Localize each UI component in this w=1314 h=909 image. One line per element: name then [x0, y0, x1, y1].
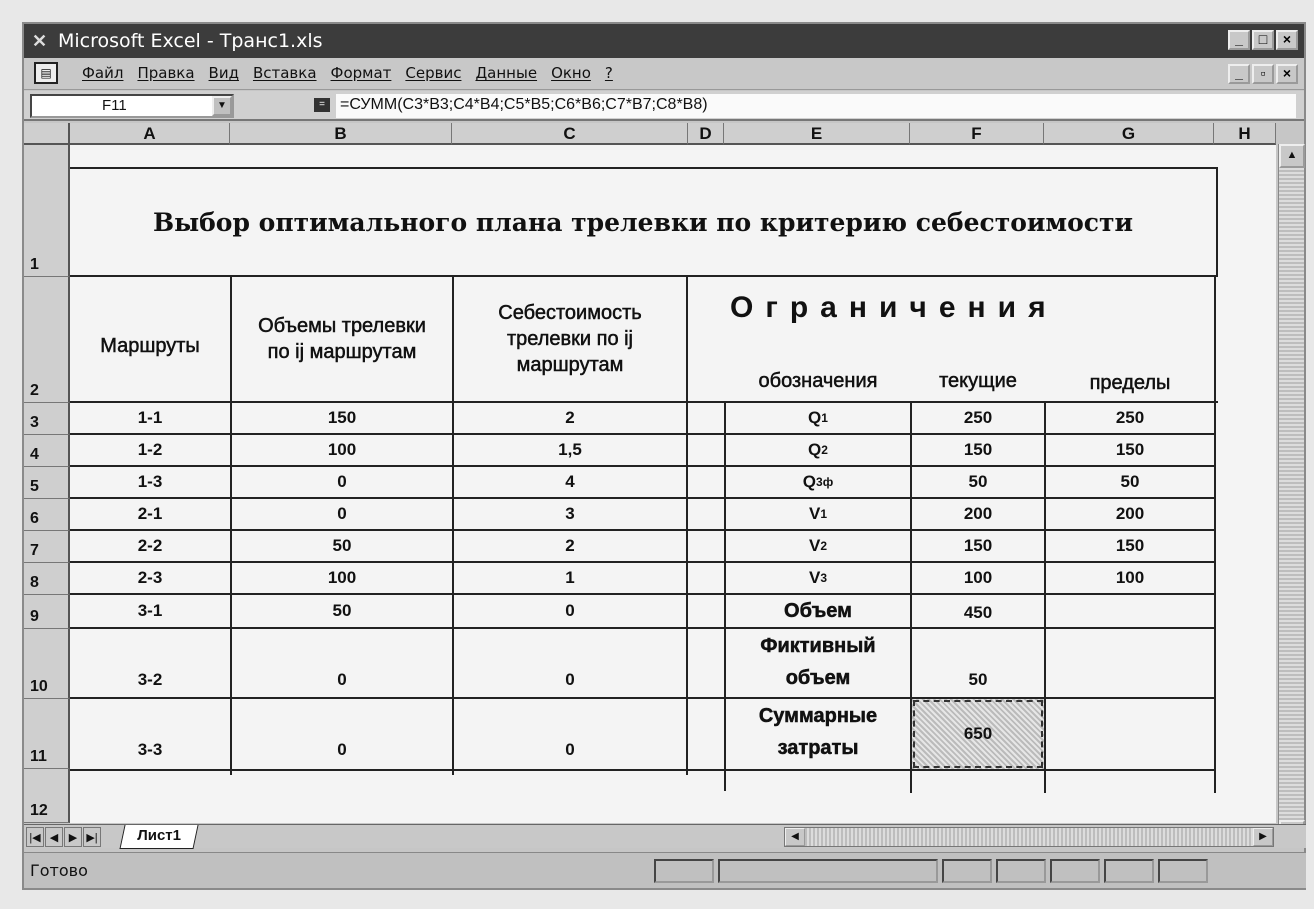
status-text: Готово	[30, 861, 88, 880]
constraint-limit[interactable]: 50	[1120, 472, 1140, 491]
constraint-limit[interactable]: 200	[1115, 504, 1145, 523]
constraint-current[interactable]: 150	[963, 536, 993, 555]
cost-cell[interactable]: 2	[565, 408, 575, 427]
scroll-right-icon[interactable]: ▶	[1253, 828, 1273, 846]
row-header-10[interactable]: 10	[24, 629, 70, 699]
constraint-symbol: V	[808, 536, 821, 555]
row-header-6[interactable]: 6	[24, 499, 70, 531]
route-cell[interactable]: 3-1	[137, 601, 163, 620]
cost-cell[interactable]: 0	[565, 601, 575, 620]
window-title: Microsoft Excel - Транс1.xls	[58, 30, 323, 52]
volume-cell[interactable]: 50	[332, 536, 352, 555]
route-cell[interactable]: 3-3	[137, 740, 163, 759]
total-cost-cell-selected[interactable]: 650	[912, 699, 1044, 769]
constraint-limit[interactable]: 100	[1115, 568, 1145, 587]
row-header-9[interactable]: 9	[24, 595, 70, 629]
constraint-name[interactable]	[726, 499, 910, 529]
row-header-1[interactable]: 1	[24, 145, 70, 277]
constraint-current[interactable]: 150	[963, 440, 993, 459]
row-header-7[interactable]: 7	[24, 531, 70, 563]
title-bar	[24, 24, 1304, 58]
header-designation[interactable]: обозначения	[758, 370, 878, 392]
status-panel	[718, 859, 938, 883]
worksheet-grid[interactable]	[24, 123, 1276, 823]
column-header-c[interactable]: C	[452, 123, 688, 145]
last-sheet-icon[interactable]: ▶|	[83, 827, 101, 847]
status-panel	[942, 859, 992, 883]
constraint-symbol: V	[808, 568, 821, 587]
header-limits[interactable]: пределы	[1089, 372, 1171, 394]
menu-items	[82, 64, 613, 82]
name-box-dropdown-icon[interactable]: ▼	[212, 96, 232, 116]
document-icon[interactable]: ▤	[34, 62, 58, 84]
header-routes[interactable]: Маршруты	[100, 335, 200, 357]
menu-bar	[24, 58, 1304, 90]
menu-window[interactable]: Окно	[551, 64, 591, 82]
select-all-corner[interactable]	[24, 123, 70, 145]
route-cell[interactable]: 1-2	[137, 440, 163, 459]
status-panel	[1050, 859, 1100, 883]
menu-view[interactable]: Вид	[208, 64, 239, 82]
volume-cell[interactable]: 0	[337, 740, 347, 759]
fictive-label-line2[interactable]: объем	[785, 667, 851, 689]
border-line	[70, 627, 1216, 629]
row-header-8[interactable]: 8	[24, 563, 70, 595]
route-cell[interactable]: 3-2	[137, 670, 163, 689]
menu-data[interactable]: Данные	[475, 64, 538, 82]
sheet-title[interactable]: Выбор оптимального плана трелевки по критерию себестоимости	[152, 207, 1134, 237]
route-cell[interactable]: 2-3	[137, 568, 163, 587]
edit-formula-button[interactable]: =	[314, 98, 330, 112]
column-header-h[interactable]: H	[1214, 123, 1276, 145]
excel-window	[22, 22, 1306, 890]
column-header-g[interactable]: G	[1044, 123, 1214, 145]
constraint-current[interactable]: 200	[963, 504, 993, 523]
cost-cell[interactable]: 0	[565, 740, 575, 759]
cost-cell[interactable]: 0	[565, 670, 575, 689]
constraint-limit[interactable]: 250	[1115, 408, 1145, 427]
prev-sheet-icon[interactable]: ◀	[45, 827, 63, 847]
menu-format[interactable]: Формат	[330, 64, 392, 82]
constraint-symbol: Q	[802, 472, 817, 491]
status-panel	[996, 859, 1046, 883]
status-bar	[24, 852, 1306, 888]
volume-value[interactable]: 450	[963, 603, 993, 622]
volume-cell[interactable]: 0	[337, 504, 347, 523]
status-panel	[654, 859, 714, 883]
scroll-up-icon[interactable]: ▲	[1279, 144, 1305, 168]
constraint-symbol: Q	[808, 408, 822, 427]
vertical-scrollbar[interactable]	[1278, 144, 1304, 844]
border-line	[686, 275, 688, 775]
doc-minimize-button[interactable]: _	[1228, 64, 1250, 84]
constraint-subscript: 3ф	[816, 475, 834, 489]
cost-cell[interactable]: 1	[565, 568, 575, 587]
constraint-name[interactable]	[726, 403, 910, 433]
fictive-label-line1[interactable]: Фиктивный	[760, 635, 876, 657]
scroll-left-icon[interactable]: ◀	[785, 828, 805, 846]
volume-cell[interactable]: 100	[327, 440, 357, 459]
column-header-b[interactable]: B	[230, 123, 452, 145]
cost-cell[interactable]: 4	[565, 472, 575, 491]
menu-insert[interactable]: Вставка	[252, 64, 317, 82]
constraint-subscript: 3	[820, 571, 828, 585]
doc-restore-button[interactable]: ▫	[1252, 64, 1274, 84]
cost-cell[interactable]: 3	[565, 504, 575, 523]
cost-cell[interactable]: 2	[565, 536, 575, 555]
formula-bar	[24, 91, 1304, 121]
row-header-3[interactable]: 3	[24, 403, 70, 435]
row-header-11[interactable]: 11	[24, 699, 70, 769]
minimize-button[interactable]: _	[1228, 30, 1250, 50]
maximize-button[interactable]: □	[1252, 30, 1274, 50]
next-sheet-icon[interactable]: ▶	[64, 827, 82, 847]
document-controls	[1228, 64, 1298, 84]
constraint-limit[interactable]: 150	[1115, 440, 1145, 459]
route-cell[interactable]: 2-1	[137, 504, 163, 523]
window-controls	[1228, 30, 1298, 50]
volume-label[interactable]: Объем	[784, 600, 852, 622]
volume-cell[interactable]: 100	[327, 568, 357, 587]
constraint-name[interactable]	[726, 435, 910, 465]
constraint-subscript: 2	[821, 443, 828, 457]
sheet-tabs-bar	[24, 824, 1306, 848]
formula-input[interactable]: =СУММ(C3*B3;C4*B4;C5*B5;C6*B6;C7*B7;C8*B8)	[336, 94, 1296, 118]
volume-cell[interactable]: 50	[332, 601, 352, 620]
header-cost[interactable]: Себестоимость трелевки по ij маршрутам	[498, 302, 642, 376]
route-cell[interactable]: 2-2	[137, 536, 163, 555]
close-button[interactable]: ×	[1276, 30, 1298, 50]
total-label-line1[interactable]: Суммарные	[758, 705, 878, 727]
constraint-current[interactable]: 250	[963, 408, 993, 427]
constraint-subscript: 1	[820, 507, 828, 521]
name-box[interactable]: F11	[30, 94, 234, 118]
status-panel	[1104, 859, 1154, 883]
tab-sheet1-label: Лист1	[137, 827, 181, 844]
column-header-e[interactable]: E	[724, 123, 910, 145]
border-line	[70, 697, 1216, 699]
constraint-current[interactable]: 100	[963, 568, 993, 587]
menu-file[interactable]: Файл	[82, 64, 124, 82]
fictive-value[interactable]: 50	[968, 670, 988, 689]
menu-help[interactable]: ?	[604, 64, 613, 82]
border-line	[1216, 167, 1218, 277]
volume-cell[interactable]: 0	[337, 472, 347, 491]
constraint-limit[interactable]: 150	[1115, 536, 1145, 555]
horizontal-scrollbar[interactable]	[784, 827, 1274, 847]
constraint-current[interactable]: 50	[968, 472, 988, 491]
cost-cell[interactable]: 1,5	[558, 440, 582, 459]
menu-edit[interactable]: Правка	[137, 64, 195, 82]
first-sheet-icon[interactable]: |◀	[26, 827, 44, 847]
row-header-12[interactable]: 12	[24, 769, 70, 823]
tab-navigation	[26, 827, 101, 847]
header-current[interactable]: текущие	[939, 370, 1017, 392]
constraint-subscript: 2	[820, 539, 828, 553]
row-header-4[interactable]: 4	[24, 435, 70, 467]
tab-sheet1[interactable]	[119, 825, 198, 849]
row-header-5[interactable]: 5	[24, 467, 70, 499]
row-header-2[interactable]: 2	[24, 277, 70, 403]
route-cell[interactable]: 1-3	[137, 472, 163, 491]
total-label-line2[interactable]: затраты	[777, 737, 859, 759]
column-header-d[interactable]: D	[688, 123, 724, 145]
menu-tools[interactable]: Сервис	[405, 64, 462, 82]
status-panels	[654, 859, 1208, 883]
header-volumes[interactable]: Объемы трелевки по ij маршрутам	[258, 315, 426, 363]
volume-cell[interactable]: 0	[337, 670, 347, 689]
constraint-name[interactable]	[726, 563, 910, 593]
status-panel	[1158, 859, 1208, 883]
constraint-symbol: Q	[808, 440, 822, 459]
doc-close-button[interactable]: ×	[1276, 64, 1298, 84]
constraint-name[interactable]	[726, 531, 910, 561]
column-header-a[interactable]: A	[70, 123, 230, 145]
excel-app-icon[interactable]: ✕	[32, 31, 48, 51]
constraint-symbol: V	[808, 504, 821, 523]
header-constraints[interactable]: Ограничения	[730, 291, 1058, 324]
constraint-name[interactable]	[726, 467, 910, 497]
route-cell[interactable]: 1-1	[137, 408, 163, 427]
constraint-subscript: 1	[821, 411, 828, 425]
volume-cell[interactable]: 150	[327, 408, 357, 427]
border-line	[70, 769, 1216, 771]
border-line	[1214, 275, 1216, 793]
column-header-f[interactable]: F	[910, 123, 1044, 145]
